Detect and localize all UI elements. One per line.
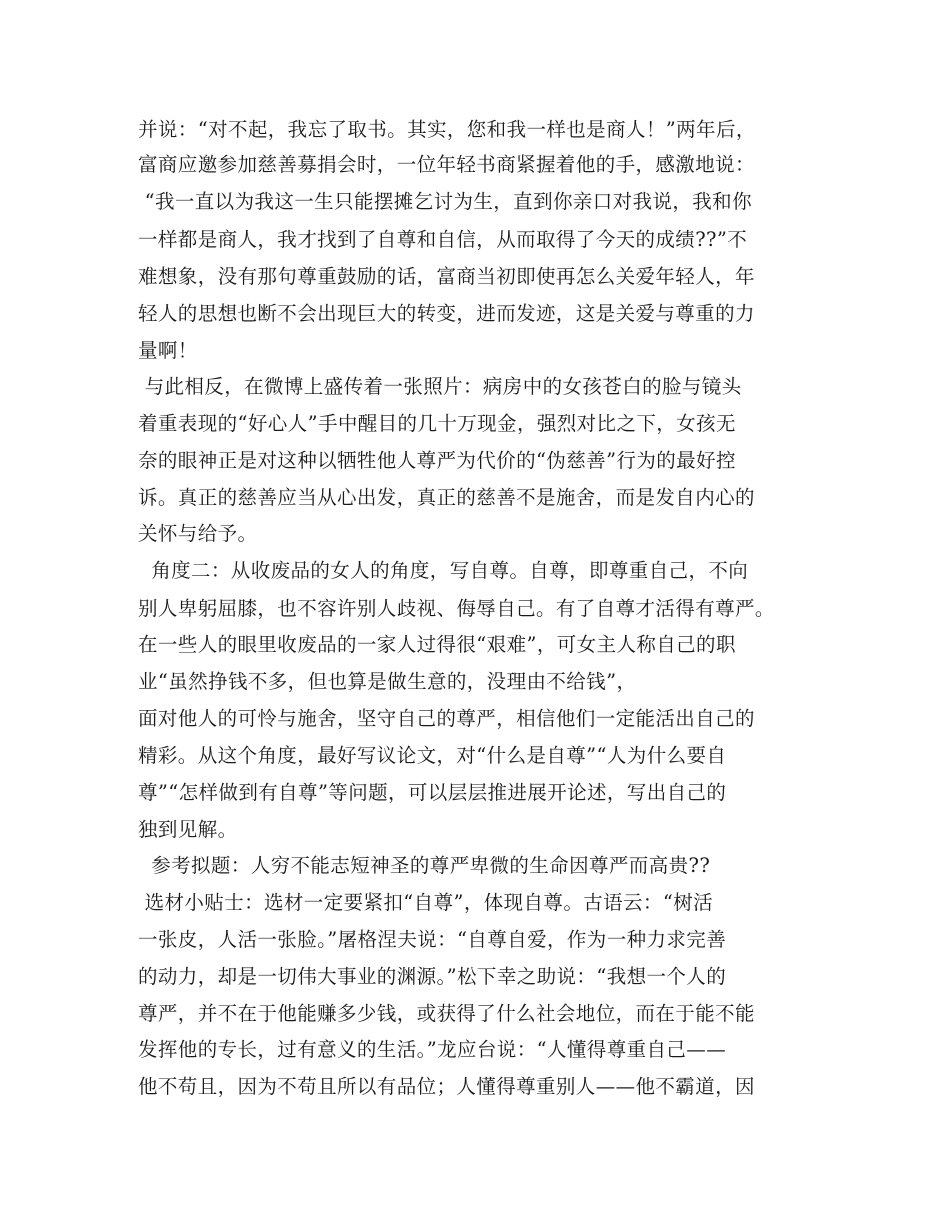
text-line: 诉。真正的慈善应当从心出发，真正的慈善不是施舍，而是发自内心的 — [138, 486, 755, 509]
text-line: 难想象，没有那句尊重鼓励的话，富商当初即使再怎么关爱年轻人，年 — [138, 265, 755, 288]
text-line: 独到见解。 — [138, 818, 238, 841]
text-line: 一样都是商人，我才找到了自尊和自信，从而取得了今天的成绩??”不 — [138, 228, 748, 251]
text-line: 量啊！ — [138, 339, 198, 362]
text-line: 一张皮，人活一张脸。”屠格涅夫说：“自尊自爱，作为一种力求完善 — [138, 928, 727, 951]
text-line: 面对他人的可怜与施舍，坚守自己的尊严，相信他们一定能活出自己的 — [138, 707, 755, 730]
text-line: 轻人的思想也断不会出现巨大的转变，进而发迹，这是关爱与尊重的力 — [138, 302, 755, 325]
text-line: 业“虽然挣钱不多，但也算是做生意的，没理由不给钱”， — [138, 670, 637, 693]
text-line: 精彩。从这个角度，最好写议论文，对“什么是自尊”“人为什么要自 — [138, 744, 727, 767]
text-line: 他不苟且，因为不苟且所以有品位；人懂得尊重别人——他不霸道，因 — [138, 1075, 755, 1098]
text-line: 在一些人的眼里收废品的一家人过得很“艰难”，可女主人称自己的职 — [138, 633, 736, 656]
text-line: 选材小贴士：选材一定要紧扣“自尊”，体现自尊。古语云：“树活 — [138, 891, 714, 914]
text-line: 发挥他的专长，过有意义的生活。”龙应台说：“人懂得尊重自己—— — [138, 1038, 727, 1061]
text-line: 并说：“对不起，我忘了取书。其实，您和我一样也是商人！”两年后， — [138, 118, 756, 141]
text-line: 与此相反，在微博上盛传着一张照片：病房中的女孩苍白的脸与镜头 — [138, 375, 742, 398]
text-line: 关怀与给予。 — [138, 522, 258, 545]
text-line: 富商应邀参加慈善募捐会时，一位年轻书商紧握着他的手，感激地说： — [138, 153, 755, 176]
text-line: 角度二：从收废品的女人的角度，写自尊。自尊，即尊重自己，不向 — [138, 559, 749, 582]
text-line: 奈的眼神正是对这种以牺牲他人尊严为代价的“伪慈善”行为的最好控 — [138, 449, 736, 472]
text-line: 尊”“怎样做到有自尊”等问题，可以层层推进展开论述，写出自己的 — [138, 781, 727, 804]
text-line: “我一直以为我这一生只能摆摊乞讨为生，直到你亲口对我说，我和你 — [138, 190, 752, 213]
text-line: 的动力，却是一切伟大事业的渊源。”松下幸之助说：“我想一个人的 — [138, 965, 727, 988]
text-line: 尊严，并不在于他能赚多少钱，或获得了什么社会地位，而在于能不能 — [138, 1002, 755, 1025]
text-line: 别人卑躬屈膝，也不容许别人歧视、侮辱自己。有了自尊才活得有尊严。 — [138, 597, 775, 620]
text-line: 参考拟题：人穷不能志短神圣的尊严卑微的生命因尊严而高贵?? — [138, 854, 711, 877]
text-line: 着重表现的“好心人”手中醒目的几十万现金，强烈对比之下，女孩无 — [138, 412, 736, 435]
